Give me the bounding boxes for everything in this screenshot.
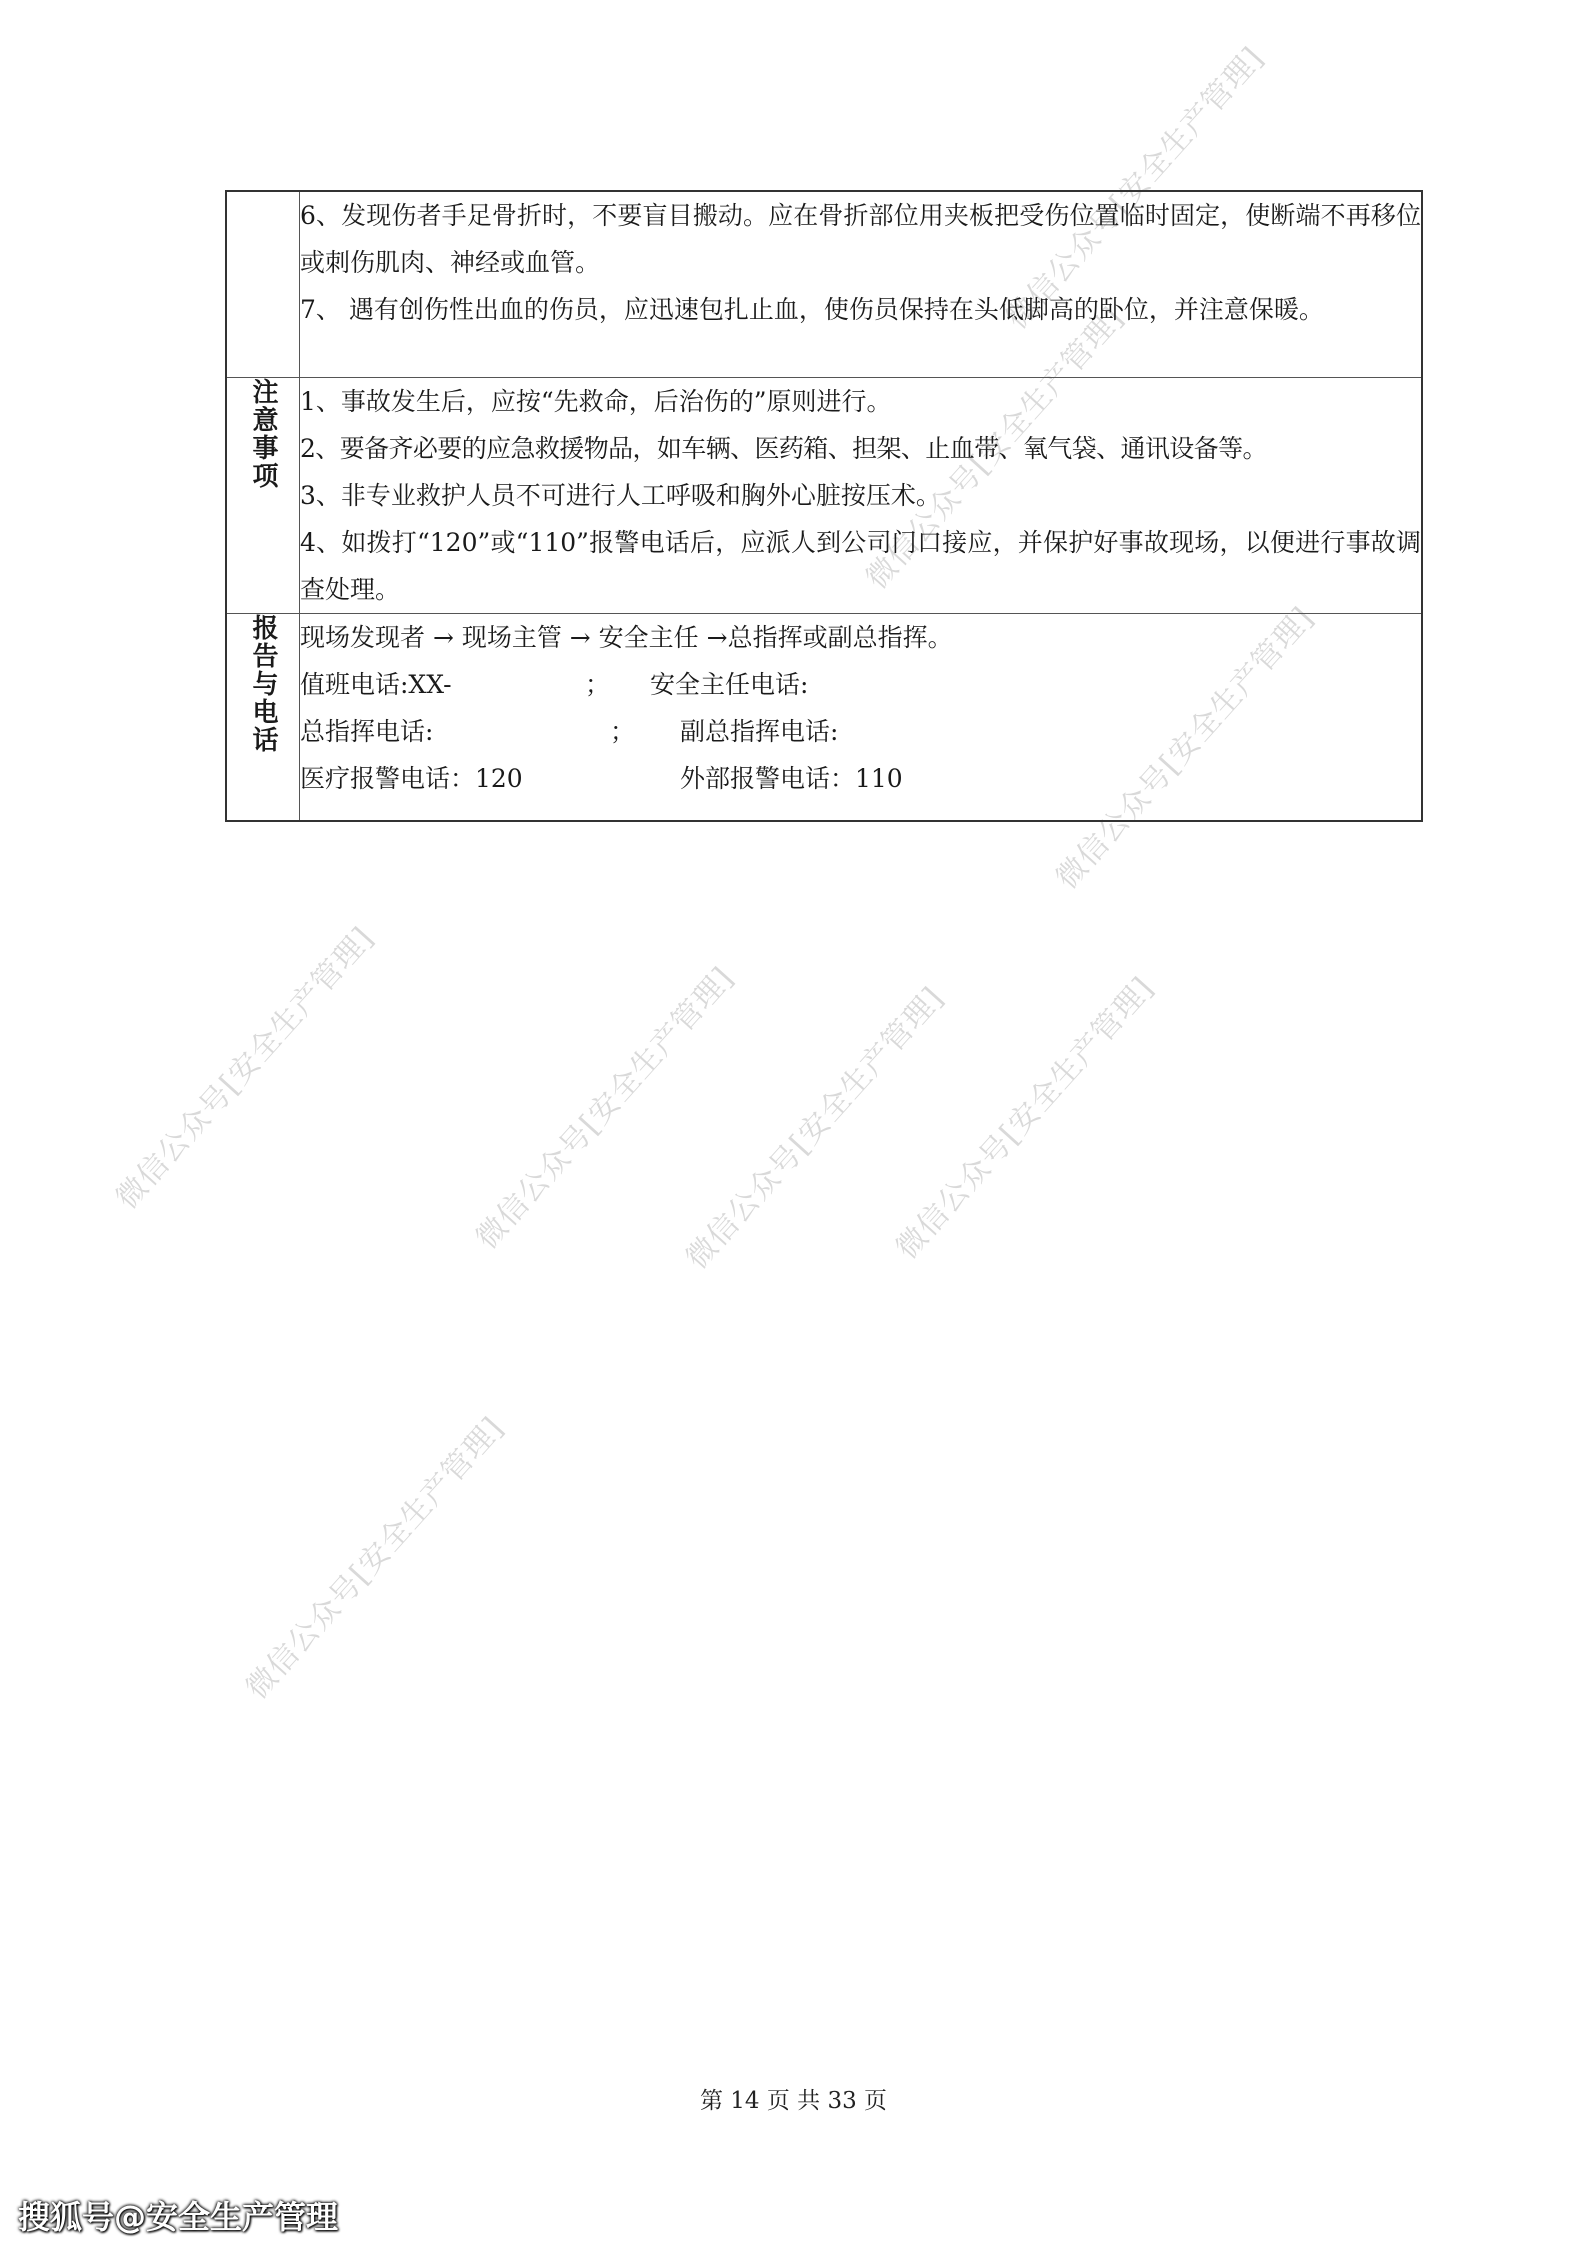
safety-phone: 安全主任电话: <box>650 670 809 699</box>
paragraph: 6、发现伤者手足骨折时，不要盲目搬动。应在骨折部位用夹板把受伤位置临时固定，使断端不再移位或刺伤肌肉、神经或血管。 <box>300 201 1421 277</box>
table-row <box>226 191 1422 378</box>
row-content-report <box>300 614 1423 822</box>
duty-phone: 值班电话:XX- <box>300 670 452 699</box>
table-row <box>226 614 1422 822</box>
watermark: 微信公众号[安全生产管理] <box>1049 600 1321 897</box>
phone-row <box>300 755 1421 802</box>
row-content-notes <box>300 378 1423 614</box>
paragraph: 1、事故发生后，应按“先救命，后治伤的”原则进行。 <box>300 387 892 416</box>
phone-row <box>300 661 1421 708</box>
paragraph: 7、 遇有创伤性出血的伤员，应迅速包扎止血，使伤员保持在头低脚高的卧位，并注意保暖。 <box>300 295 1324 324</box>
watermark: 微信公众号[安全生产管理] <box>239 1410 511 1707</box>
paragraph: 2、要备齐必要的应急救援物品，如车辆、医药箱、担架、止血带、氧气袋、通讯设备等。 <box>300 434 1267 463</box>
watermark: 微信公众号[安全生产管理] <box>999 40 1271 337</box>
phone-row <box>300 708 1421 755</box>
vice-commander-phone: 副总指挥电话: <box>680 717 839 746</box>
watermark: 微信公众号[安全生产管理] <box>859 300 1131 597</box>
table-row <box>226 378 1422 614</box>
row-label-report <box>226 614 300 822</box>
paragraph: 3、非专业救护人员不可进行人工呼吸和胸外心脏按压术。 <box>300 481 941 510</box>
page-number: 第 14 页 共 33 页 <box>699 2088 888 2114</box>
commander-phone: 总指挥电话: <box>300 717 434 746</box>
row-label-notes <box>226 378 300 614</box>
separator: ； <box>610 717 636 746</box>
notes-label: 注意事项 <box>248 378 278 490</box>
separator: ； <box>585 670 611 699</box>
report-label: 报告与电话 <box>248 614 278 754</box>
external-phone: 外部报警电话：110 <box>680 764 903 793</box>
emergency-table <box>225 190 1423 822</box>
row-content-first <box>300 191 1423 378</box>
source-watermark: 搜狐号@安全生产管理 <box>18 2198 339 2236</box>
row-label-empty <box>226 191 300 378</box>
paragraph: 4、如拨打“120”或“110”报警电话后，应派人到公司门口接应，并保护好事故现场，以便进行事故调查处理。 <box>300 528 1421 604</box>
watermark: 微信公众号[安全生产管理] <box>469 960 741 1257</box>
watermark: 微信公众号[安全生产管理] <box>889 970 1161 1267</box>
watermark: 微信公众号[安全生产管理] <box>109 920 381 1217</box>
medical-phone: 医疗报警电话：120 <box>300 764 523 793</box>
watermark: 微信公众号[安全生产管理] <box>679 980 951 1277</box>
report-flow: 现场发现者 → 现场主管 → 安全主任 →总指挥或副总指挥。 <box>300 623 953 652</box>
